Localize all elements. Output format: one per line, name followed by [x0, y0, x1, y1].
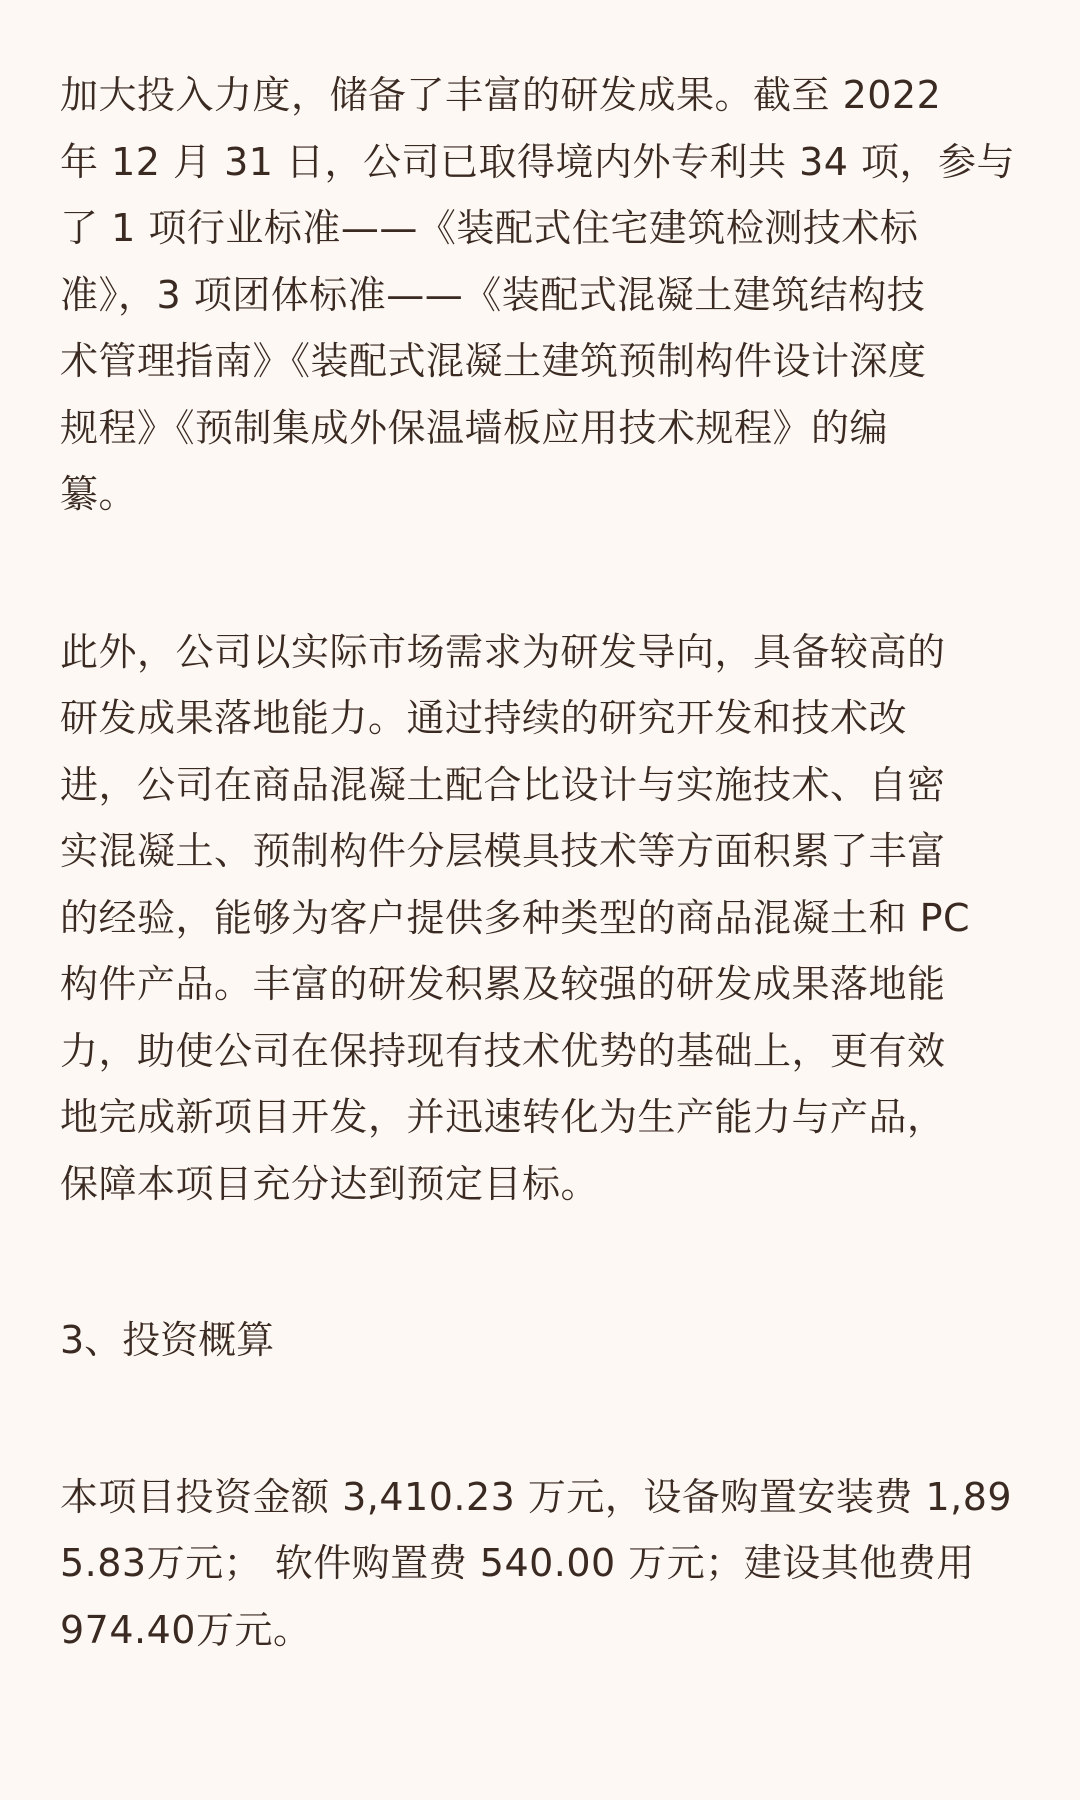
text-line: 规程》《预制集成外保温墙板应用技术规程》的编	[60, 405, 889, 450]
text-line: 了 1 项行业标准——《装配式住宅建筑检测技术标	[60, 206, 919, 250]
text-line: 实混凝土、预制构件分层模具技术等方面积累了丰富	[60, 829, 946, 873]
text-line: 5.83万元； 软件购置费 540.00 万元；建设其他费用	[60, 1541, 975, 1585]
text-line: 的经验，能够为客户提供多种类型的商品混凝土和 PC	[60, 895, 971, 940]
text-line: 974.40万元。	[60, 1607, 312, 1652]
text-line: 此外，公司以实际市场需求为研发导向，具备较高的	[60, 629, 946, 674]
text-line: 术管理指南》《装配式混凝土建筑预制构件设计深度	[60, 339, 927, 383]
text-line: 保障本项目充分达到预定目标。	[60, 1161, 600, 1206]
text-line: 纂。	[60, 472, 138, 516]
text-line: 力，助使公司在保持现有技术优势的基础上，更有效	[60, 1028, 946, 1073]
text-line: 构件产品。丰富的研发积累及较强的研发成果落地能	[60, 962, 946, 1006]
section-heading-investment: 3、投资概算	[60, 1318, 275, 1362]
text-line: 地完成新项目开发，并迅速转化为生产能力与产品，	[60, 1095, 946, 1139]
paragraph-rd-capability	[60, 619, 1028, 1218]
paragraph-rd-achievements	[60, 62, 1028, 528]
text-line: 本项目投资金额 3,410.23 万元，设备购置安装费 1,89	[60, 1474, 1013, 1519]
paragraph-spacer	[60, 1217, 1028, 1307]
text-line: 年 12 月 31 日，公司已取得境内外专利共 34 项，参与	[60, 139, 1016, 184]
text-line: 准》，3 项团体标准——《装配式混凝土建筑结构技	[60, 272, 926, 317]
text-line: 进，公司在商品混凝土配合比设计与实施技术、自密	[60, 762, 946, 807]
paragraph-investment-estimate	[60, 1464, 1028, 1664]
text-line: 加大投入力度，储备了丰富的研发成果。截至 2022	[60, 73, 942, 117]
paragraph-spacer	[60, 1374, 1028, 1464]
text-line: 研发成果落地能力。通过持续的研究开发和技术改	[60, 696, 908, 740]
paragraph-spacer	[60, 528, 1028, 619]
